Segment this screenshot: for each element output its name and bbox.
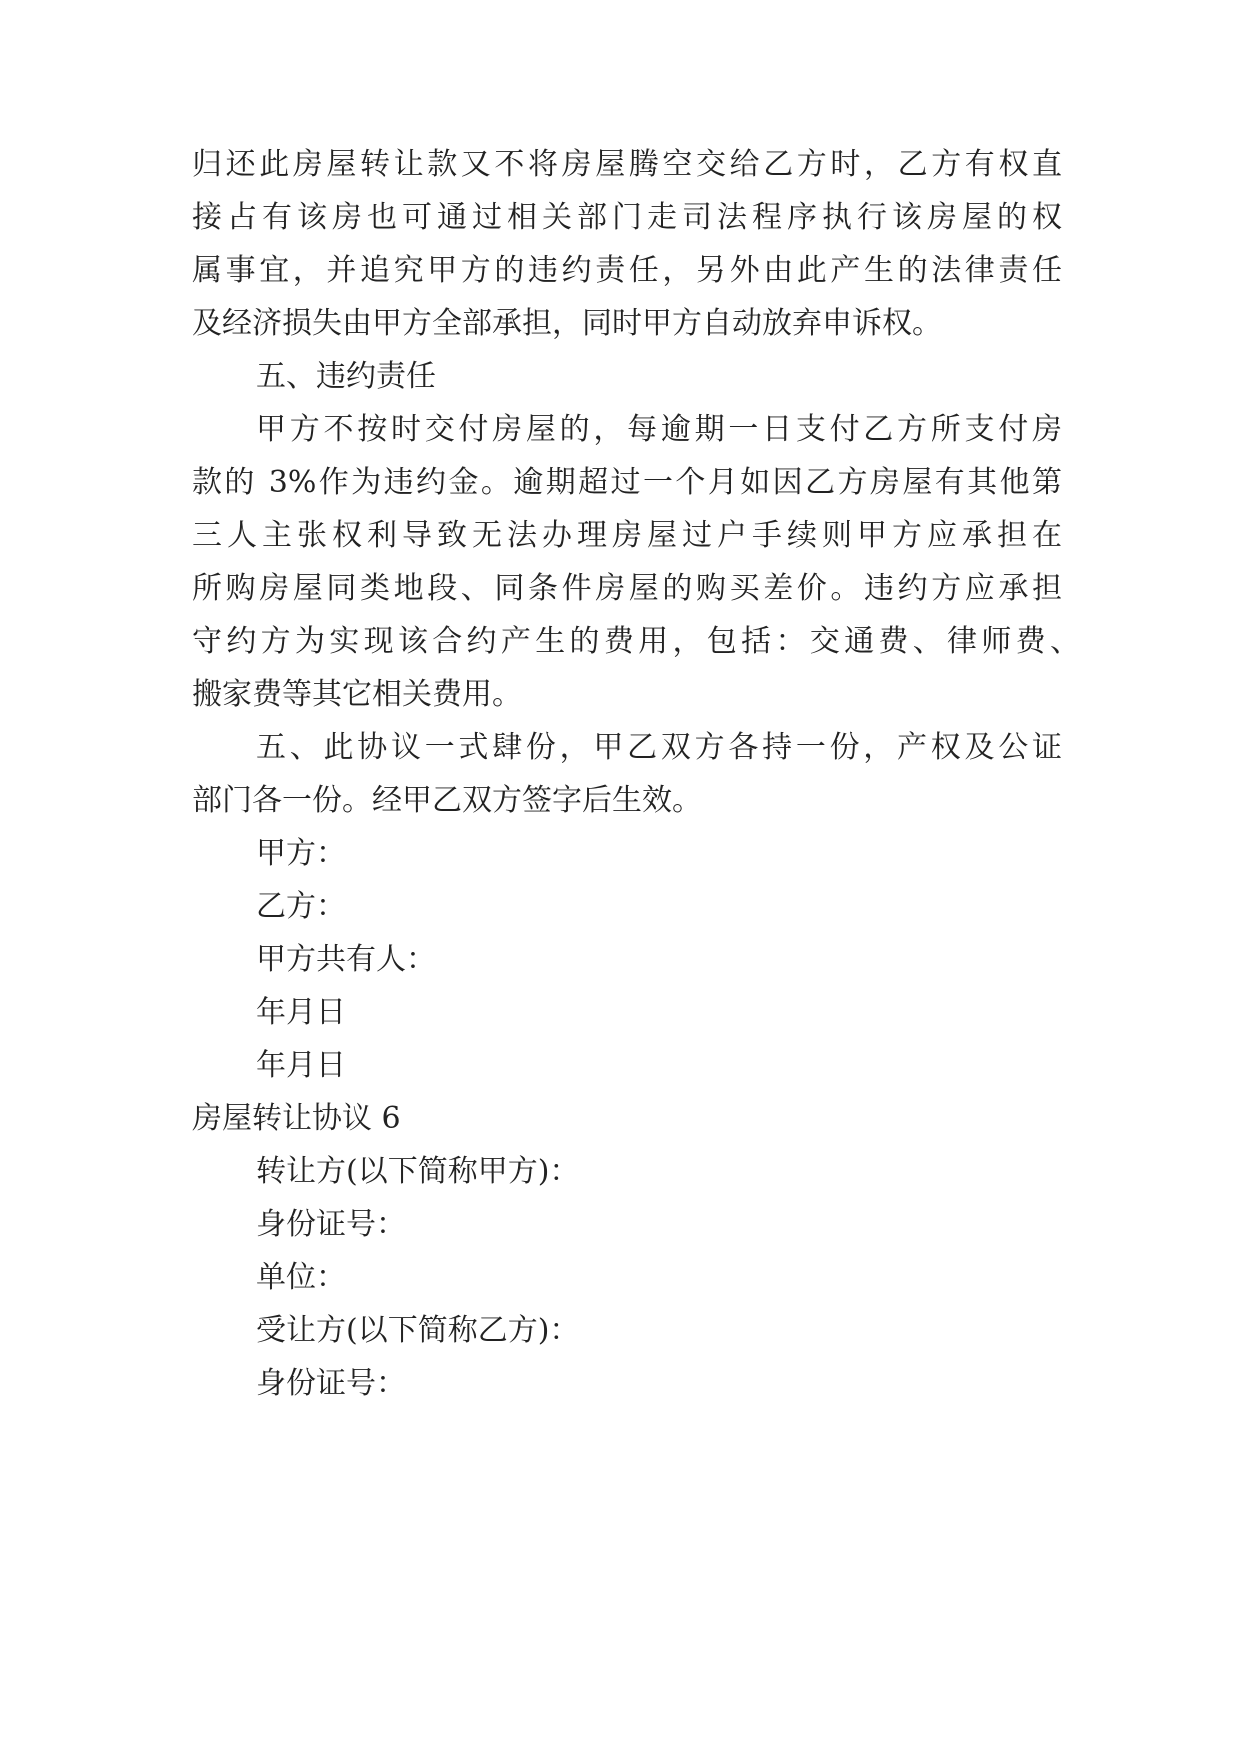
signature-party-b: 乙方： — [256, 889, 346, 924]
id-number-field: 身份证号： — [256, 1366, 406, 1401]
agreement-title: 房屋转让协议 6 — [192, 1101, 401, 1136]
date-line: 年月日 — [256, 1048, 346, 1083]
paragraph-line: 属事宜，并追究甲方的违约责任，另外由此产生的法律责任 — [192, 253, 1062, 288]
paragraph-line: 及经济损失由甲方全部承担，同时甲方自动放弃申诉权。 — [192, 306, 942, 341]
signature-party-a: 甲方： — [256, 836, 346, 871]
paragraph-line: 款的 3%作为违约金。逾期超过一个月如因乙方房屋有其他第 — [192, 465, 1062, 500]
paragraph-line: 所购房屋同类地段、同条件房屋的购买差价。违约方应承担 — [192, 571, 1062, 606]
id-number-field: 身份证号： — [256, 1207, 406, 1242]
paragraph-line: 五、此协议一式肆份，甲乙双方各持一份，产权及公证 — [256, 730, 1062, 765]
paragraph-line: 接占有该房也可通过相关部门走司法程序执行该房屋的权 — [192, 200, 1062, 235]
paragraph-line: 三人主张权利导致无法办理房屋过户手续则甲方应承担在 — [192, 518, 1062, 553]
paragraph-line: 甲方不按时交付房屋的，每逾期一日支付乙方所支付房 — [256, 412, 1062, 447]
paragraph-line: 搬家费等其它相关费用。 — [192, 677, 522, 712]
signature-co-owner: 甲方共有人： — [256, 942, 436, 977]
date-line: 年月日 — [256, 995, 346, 1030]
paragraph-line: 守约方为实现该合约产生的费用，包括：交通费、律师费、 — [192, 624, 1080, 659]
paragraph-line: 归还此房屋转让款又不将房屋腾空交给乙方时，乙方有权直 — [192, 147, 1062, 182]
transferee-field: 受让方(以下简称乙方)： — [256, 1313, 580, 1348]
employer-field: 单位： — [256, 1260, 346, 1295]
section-heading: 五、违约责任 — [256, 359, 436, 394]
paragraph-line: 部门各一份。经甲乙双方签字后生效。 — [192, 783, 702, 818]
transferor-field: 转让方(以下简称甲方)： — [256, 1154, 580, 1189]
